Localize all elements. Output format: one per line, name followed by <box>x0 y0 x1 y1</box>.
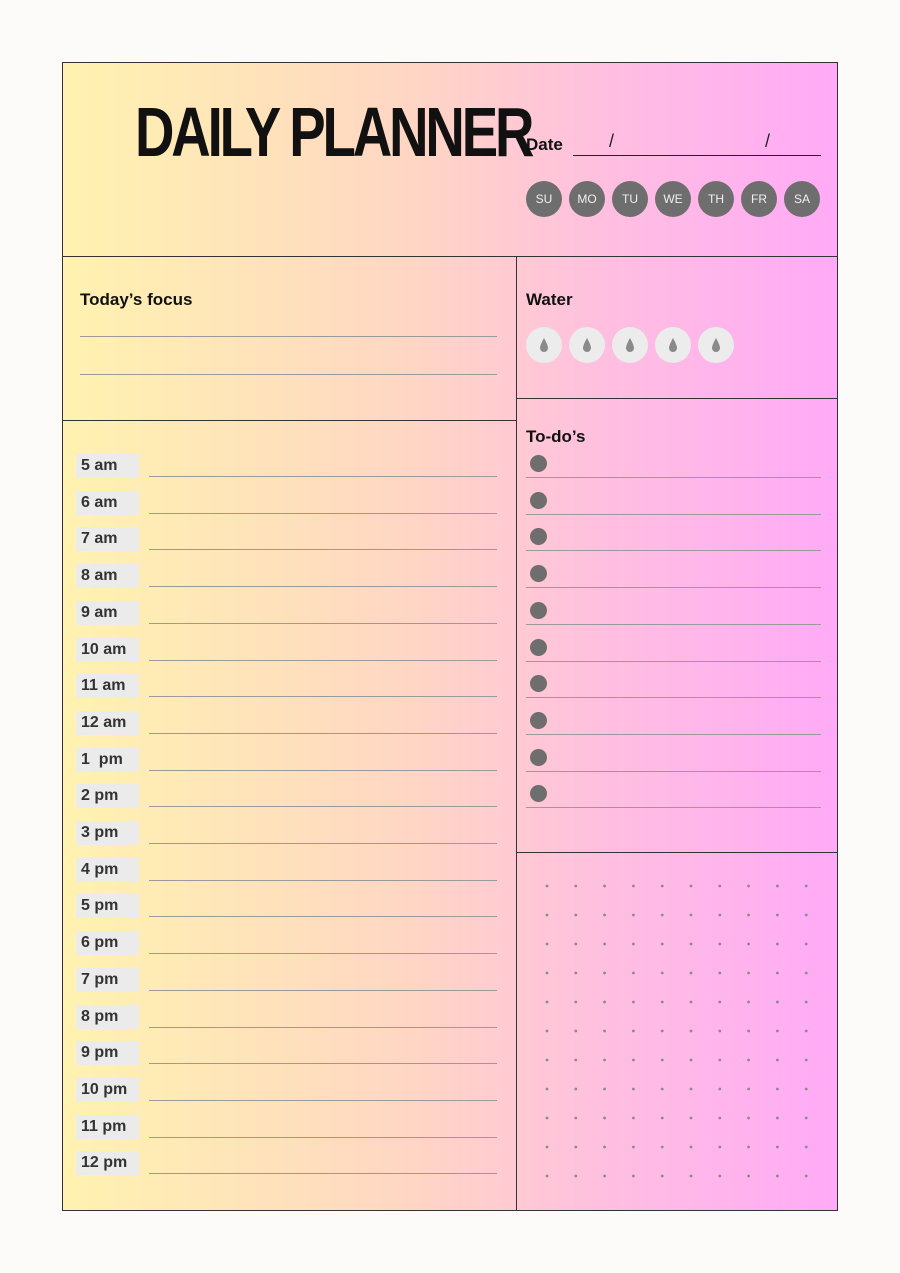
grid-dot <box>776 1146 779 1149</box>
focus-label: Today’s focus <box>80 290 193 309</box>
water-drop-button[interactable] <box>655 327 691 363</box>
focus-divider <box>63 420 516 421</box>
time-label: 9 am <box>76 601 139 625</box>
grid-dot <box>603 885 606 888</box>
grid-dot <box>690 1001 693 1004</box>
grid-dot <box>632 1117 635 1120</box>
grid-dot <box>574 1175 577 1178</box>
grid-dot <box>632 1001 635 1004</box>
grid-dot <box>805 914 808 917</box>
grid-dot <box>805 1059 808 1062</box>
todo-divider <box>516 852 837 853</box>
water-drop-button[interactable] <box>526 327 562 363</box>
todo-item <box>526 565 821 591</box>
grid-dot <box>805 1088 808 1091</box>
day-circle-fr[interactable]: FR <box>741 181 777 217</box>
planner-sheet <box>62 62 838 1211</box>
time-slot-line[interactable] <box>149 476 497 477</box>
time-label: 7 pm <box>76 968 139 992</box>
grid-dot <box>661 1059 664 1062</box>
water-drop-icon <box>539 337 549 353</box>
time-label: 6 am <box>76 491 139 515</box>
grid-dot <box>661 1088 664 1091</box>
grid-dot <box>574 972 577 975</box>
todo-checkbox[interactable] <box>530 455 547 472</box>
grid-dot <box>574 1088 577 1091</box>
time-label: 12 am <box>76 711 139 735</box>
grid-dot <box>776 1059 779 1062</box>
grid-dot <box>747 1117 750 1120</box>
dot-grid-notes[interactable] <box>517 854 839 1211</box>
water-drop-icon <box>711 337 721 353</box>
todo-line[interactable] <box>526 807 821 808</box>
grid-dot <box>661 1001 664 1004</box>
grid-dot <box>776 1117 779 1120</box>
todo-checkbox[interactable] <box>530 602 547 619</box>
todo-line[interactable] <box>526 624 821 625</box>
time-slot-line[interactable] <box>149 843 497 844</box>
grid-dot <box>747 885 750 888</box>
time-slot-row <box>76 601 497 627</box>
grid-dot <box>661 1117 664 1120</box>
time-label: 2 pm <box>76 784 139 808</box>
grid-dot <box>747 914 750 917</box>
grid-dot <box>690 1175 693 1178</box>
time-label: 12 pm <box>76 1151 139 1175</box>
todo-item <box>526 749 821 775</box>
time-label: 8 pm <box>76 1005 139 1029</box>
grid-dot <box>805 1175 808 1178</box>
time-slot-row <box>76 1041 497 1067</box>
grid-dot <box>632 1146 635 1149</box>
grid-dot <box>546 943 549 946</box>
grid-dot <box>747 1059 750 1062</box>
todo-line[interactable] <box>526 477 821 478</box>
grid-dot <box>718 1117 721 1120</box>
grid-dot <box>776 943 779 946</box>
grid-dot <box>661 1030 664 1033</box>
time-label: 5 pm <box>76 894 139 918</box>
time-slot-line[interactable] <box>149 1100 497 1101</box>
water-drop-icon <box>668 337 678 353</box>
grid-dot <box>718 1175 721 1178</box>
grid-dot <box>661 1175 664 1178</box>
time-slot-line[interactable] <box>149 1063 497 1064</box>
time-slot-row <box>76 894 497 920</box>
time-slot-row <box>76 527 497 553</box>
time-slot-line[interactable] <box>149 806 497 807</box>
grid-dot <box>776 1001 779 1004</box>
grid-dot <box>603 943 606 946</box>
water-drop-icon <box>582 337 592 353</box>
todo-label: To-do’s <box>526 427 586 446</box>
focus-line-1[interactable] <box>80 336 497 337</box>
grid-dot <box>718 943 721 946</box>
grid-dot <box>546 1059 549 1062</box>
todo-item <box>526 712 821 738</box>
grid-dot <box>603 1088 606 1091</box>
grid-dot <box>603 914 606 917</box>
water-label: Water <box>526 290 573 309</box>
grid-dot <box>747 1088 750 1091</box>
time-slot-row <box>76 711 497 737</box>
time-slot-line[interactable] <box>149 513 497 514</box>
time-slot-row <box>76 1115 497 1141</box>
todo-line[interactable] <box>526 550 821 551</box>
grid-dot <box>574 1059 577 1062</box>
grid-dot <box>632 885 635 888</box>
grid-dot <box>747 1030 750 1033</box>
time-label: 8 am <box>76 564 139 588</box>
grid-dot <box>603 1146 606 1149</box>
grid-dot <box>690 1030 693 1033</box>
grid-dot <box>690 1117 693 1120</box>
grid-dot <box>718 1146 721 1149</box>
todo-checkbox[interactable] <box>530 712 547 729</box>
time-label: 7 am <box>76 527 139 551</box>
todo-line[interactable] <box>526 661 821 662</box>
grid-dot <box>690 1088 693 1091</box>
grid-dot <box>632 914 635 917</box>
todo-item <box>526 455 821 481</box>
grid-dot <box>546 1175 549 1178</box>
grid-dot <box>632 1175 635 1178</box>
day-circle-sa[interactable]: SA <box>784 181 820 217</box>
time-label: 10 pm <box>76 1078 139 1102</box>
time-slot-line[interactable] <box>149 990 497 991</box>
grid-dot <box>546 1030 549 1033</box>
grid-dot <box>661 1146 664 1149</box>
time-slot-row <box>76 968 497 994</box>
time-slot-row <box>76 1151 497 1177</box>
date-separator-2: / <box>765 131 771 151</box>
todo-checkbox[interactable] <box>530 749 547 766</box>
grid-dot <box>690 1059 693 1062</box>
grid-dot <box>718 1088 721 1091</box>
time-label: 3 pm <box>76 821 139 845</box>
grid-dot <box>690 1146 693 1149</box>
grid-dot <box>690 885 693 888</box>
grid-dot <box>718 885 721 888</box>
grid-dot <box>718 1001 721 1004</box>
time-slot-row <box>76 748 497 774</box>
grid-dot <box>718 972 721 975</box>
grid-dot <box>776 1175 779 1178</box>
grid-dot <box>747 972 750 975</box>
grid-dot <box>632 943 635 946</box>
time-slot-row <box>76 638 497 664</box>
grid-dot <box>603 972 606 975</box>
grid-dot <box>805 1117 808 1120</box>
time-label: 11 pm <box>76 1115 139 1139</box>
grid-dot <box>690 972 693 975</box>
time-slot-line[interactable] <box>149 1137 497 1138</box>
time-label: 11 am <box>76 674 139 698</box>
grid-dot <box>574 1117 577 1120</box>
todo-line[interactable] <box>526 771 821 772</box>
time-label: 5 am <box>76 454 139 478</box>
time-slot-line[interactable] <box>149 953 497 954</box>
header-divider <box>63 256 837 257</box>
time-slot-row <box>76 821 497 847</box>
time-label: 1 pm <box>76 748 139 772</box>
grid-dot <box>603 1117 606 1120</box>
grid-dot <box>718 914 721 917</box>
time-slot-line[interactable] <box>149 586 497 587</box>
time-label: 10 am <box>76 638 139 662</box>
grid-dot <box>805 972 808 975</box>
date-field[interactable] <box>573 155 821 156</box>
time-label: 6 pm <box>76 931 139 955</box>
grid-dot <box>632 972 635 975</box>
grid-dot <box>805 885 808 888</box>
grid-dot <box>805 1146 808 1149</box>
time-slot-line[interactable] <box>149 1173 497 1174</box>
weekday-selector <box>526 181 820 217</box>
time-slot-line[interactable] <box>149 733 497 734</box>
time-slot-line[interactable] <box>149 549 497 550</box>
grid-dot <box>574 943 577 946</box>
time-slot-row <box>76 858 497 884</box>
todo-line[interactable] <box>526 734 821 735</box>
grid-dot <box>747 1175 750 1178</box>
grid-dot <box>546 1001 549 1004</box>
grid-dot <box>690 914 693 917</box>
todo-checkbox[interactable] <box>530 528 547 545</box>
time-slot-line[interactable] <box>149 770 497 771</box>
todo-checkbox[interactable] <box>530 639 547 656</box>
water-drop-button[interactable] <box>569 327 605 363</box>
grid-dot <box>747 943 750 946</box>
grid-dot <box>546 885 549 888</box>
time-slot-row <box>76 1005 497 1031</box>
todo-item <box>526 675 821 701</box>
time-slot-row <box>76 491 497 517</box>
todo-item <box>526 602 821 628</box>
water-tracker <box>526 327 734 363</box>
todo-line[interactable] <box>526 587 821 588</box>
time-label: 4 pm <box>76 858 139 882</box>
grid-dot <box>661 885 664 888</box>
grid-dot <box>661 943 664 946</box>
grid-dot <box>546 1146 549 1149</box>
time-slot-line[interactable] <box>149 623 497 624</box>
water-divider <box>516 398 837 399</box>
grid-dot <box>747 1146 750 1149</box>
grid-dot <box>632 1088 635 1091</box>
water-drop-button[interactable] <box>698 327 734 363</box>
grid-dot <box>546 1088 549 1091</box>
grid-dot <box>690 943 693 946</box>
page-title: DAILY PLANNER <box>135 93 532 171</box>
grid-dot <box>603 1030 606 1033</box>
grid-dot <box>805 1030 808 1033</box>
grid-dot <box>776 885 779 888</box>
grid-dot <box>603 1175 606 1178</box>
grid-dot <box>747 1001 750 1004</box>
grid-dot <box>574 914 577 917</box>
todo-item <box>526 528 821 554</box>
grid-dot <box>603 1001 606 1004</box>
water-drop-button[interactable] <box>612 327 648 363</box>
date-separator-1: / <box>609 131 615 151</box>
time-slot-row <box>76 1078 497 1104</box>
grid-dot <box>546 972 549 975</box>
grid-dot <box>805 1001 808 1004</box>
todo-checkbox[interactable] <box>530 492 547 509</box>
time-slot-row <box>76 931 497 957</box>
todo-checkbox[interactable] <box>530 785 547 802</box>
day-circle-su[interactable]: SU <box>526 181 562 217</box>
grid-dot <box>574 1146 577 1149</box>
grid-dot <box>718 1030 721 1033</box>
day-circle-tu[interactable]: TU <box>612 181 648 217</box>
date-label: Date <box>526 135 563 154</box>
todo-item <box>526 639 821 665</box>
todo-item <box>526 492 821 518</box>
time-slot-line[interactable] <box>149 880 497 881</box>
day-circle-we[interactable]: WE <box>655 181 691 217</box>
time-slot-line[interactable] <box>149 660 497 661</box>
grid-dot <box>574 1030 577 1033</box>
day-circle-mo[interactable]: MO <box>569 181 605 217</box>
grid-dot <box>661 972 664 975</box>
grid-dot <box>776 914 779 917</box>
grid-dot <box>546 1117 549 1120</box>
grid-dot <box>661 914 664 917</box>
todo-checkbox[interactable] <box>530 675 547 692</box>
time-slot-row <box>76 564 497 590</box>
time-slot-row <box>76 784 497 810</box>
todo-line[interactable] <box>526 514 821 515</box>
grid-dot <box>805 943 808 946</box>
grid-dot <box>776 1088 779 1091</box>
grid-dot <box>632 1059 635 1062</box>
focus-line-2[interactable] <box>80 374 497 375</box>
grid-dot <box>574 885 577 888</box>
grid-dot <box>776 972 779 975</box>
time-label: 9 pm <box>76 1041 139 1065</box>
time-slot-row <box>76 674 497 700</box>
water-drop-icon <box>625 337 635 353</box>
grid-dot <box>776 1030 779 1033</box>
grid-dot <box>718 1059 721 1062</box>
todo-checkbox[interactable] <box>530 565 547 582</box>
grid-dot <box>603 1059 606 1062</box>
grid-dot <box>574 1001 577 1004</box>
time-slot-line[interactable] <box>149 1027 497 1028</box>
grid-dot <box>546 914 549 917</box>
time-slot-line[interactable] <box>149 916 497 917</box>
time-slot-row <box>76 454 497 480</box>
time-slot-line[interactable] <box>149 696 497 697</box>
grid-dot <box>632 1030 635 1033</box>
day-circle-th[interactable]: TH <box>698 181 734 217</box>
todo-item <box>526 785 821 811</box>
todo-line[interactable] <box>526 697 821 698</box>
